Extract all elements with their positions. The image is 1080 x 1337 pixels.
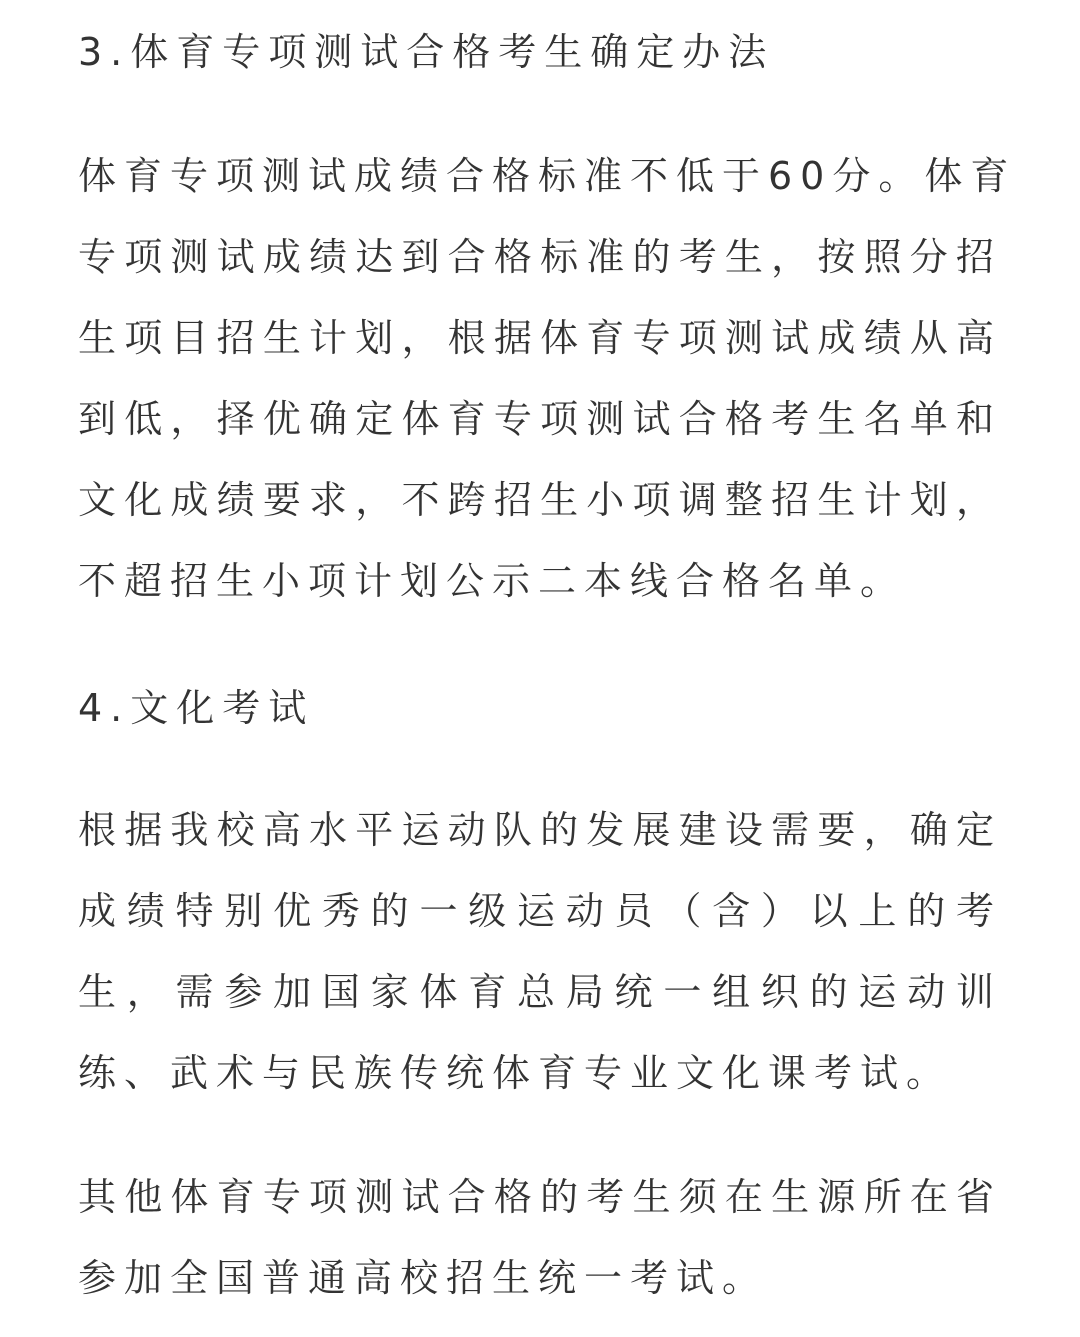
section-4-paragraph-2 bbox=[78, 1157, 1002, 1319]
paragraph-line: 专项测试成绩达到合格标准的考生，按照分招 bbox=[78, 235, 1002, 279]
paragraph-line: 根据我校高水平运动队的发展建设需要，确定 bbox=[78, 808, 1002, 852]
paragraph-line: 练、武术与民族传统体育专业文化课考试。 bbox=[78, 1051, 953, 1095]
paragraph-line: 文化成绩要求，不跨招生小项调整招生计划， bbox=[78, 478, 1002, 522]
paragraph-line: 生，需参加国家体育总局统一组织的运动训 bbox=[78, 970, 1002, 1014]
paragraph-line: 体育专项测试成绩合格标准不低于60分。体育 bbox=[78, 154, 1017, 198]
section-4-paragraph-1 bbox=[78, 790, 1002, 1114]
section-3-heading: 3.体育专项测试合格考生确定办法 bbox=[78, 30, 775, 74]
paragraph-line: 其他体育专项测试合格的考生须在生源所在省 bbox=[78, 1175, 1002, 1219]
paragraph-line: 成绩特别优秀的一级运动员（含）以上的考 bbox=[78, 889, 1002, 933]
section-4-heading: 4.文化考试 bbox=[78, 686, 315, 730]
paragraph-line: 生项目招生计划，根据体育专项测试成绩从高 bbox=[78, 316, 1002, 360]
section-3-paragraph bbox=[78, 136, 1017, 622]
paragraph-line: 不超招生小项计划公示二本线合格名单。 bbox=[78, 559, 907, 603]
paragraph-line: 到低，择优确定体育专项测试合格考生名单和 bbox=[78, 397, 1002, 441]
paragraph-line: 参加全国普通高校招生统一考试。 bbox=[78, 1256, 769, 1300]
